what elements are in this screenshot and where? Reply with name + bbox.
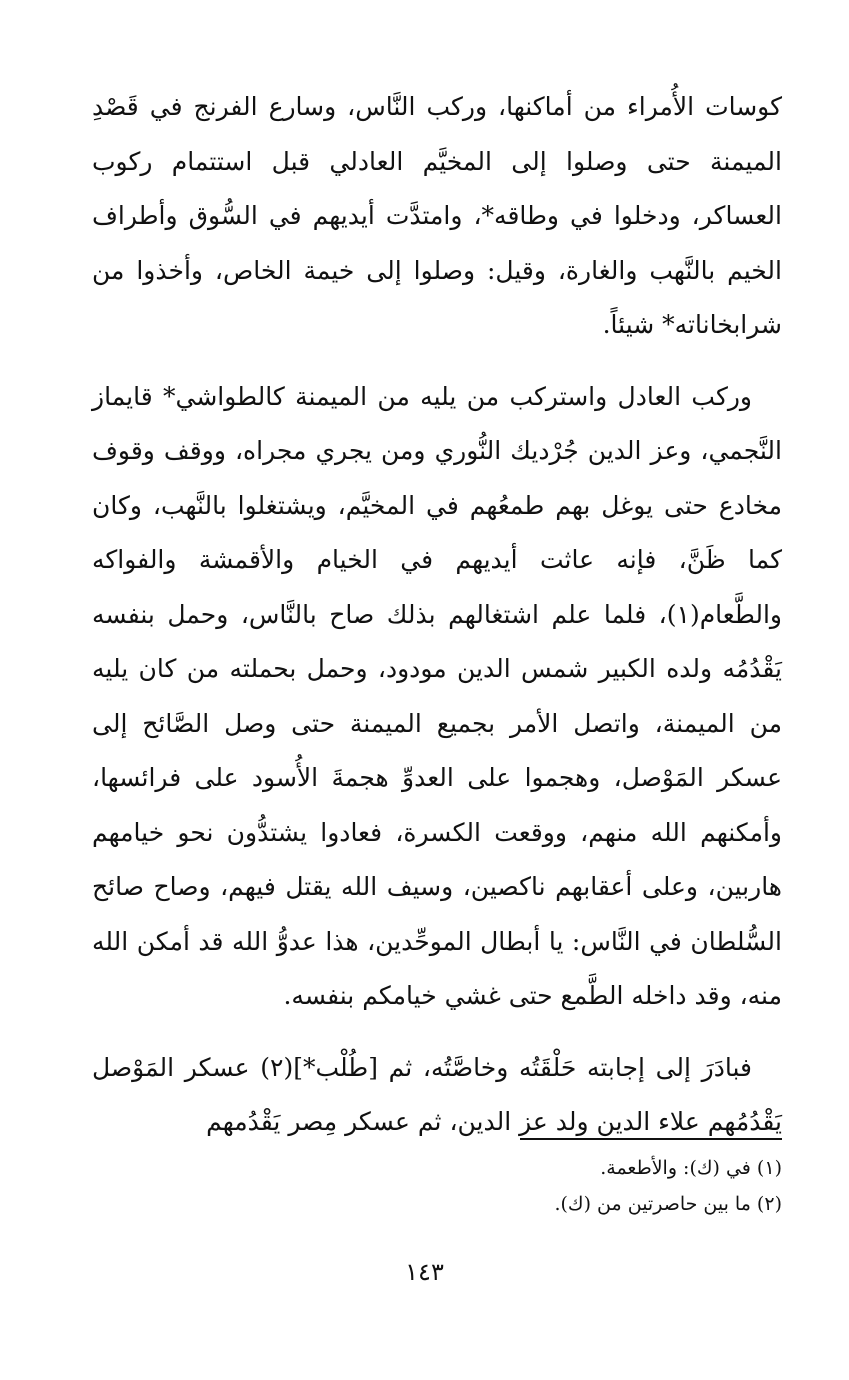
paragraph-1: كوسات الأُمراء من أماكنها، وركب النَّاس، وسارع الفرنج في قَصْدِ الميمنة حتى وصلوا إلى المخيَّم العادلي قبل استتمام ركوب العساكر، ودخلوا في وطاقه*، وامتدَّت أيديهم في السُّوق وأطراف الخيم بالنَّهب والغارة، وقيل: وصلوا إلى خيمة الخاص، وأخذوا من شرابخاناته* شيئاً. (92, 92, 782, 339)
main-text (92, 80, 782, 1150)
footnote-1: (١) في (ك): والأطعمة. (600, 1157, 782, 1179)
paragraph-3: فبادَرَ إلى إجابته حَلْقَتُه وخاصَّتُه، ثم [طُلْب*](٢) عسكر المَوْصل يَقْدُمُهم علاء الدين ولد عز الدين، ثم عسكر مِصر يَقْدُمهم (92, 1052, 782, 1136)
footnote-separator (520, 1138, 782, 1140)
page-number: ١٤٣ (405, 1258, 444, 1286)
footnotes (92, 1150, 782, 1222)
footnote-2: (٢) ما بين حاصرتين من (ك). (554, 1193, 782, 1215)
paragraph-2: وركب العادل واستركب من يليه من الميمنة كالطواشي* قايماز النَّجمي، وعز الدين جُرْديك النُّوري ومن يجري مجراه، ووقف وقوف مخادع حتى يوغل بهم طمعُهم في المخيَّم، ويشتغلوا بالنَّهب، وكان كما ظَنَّ، فإنه عاثت أيديهم في الخيام والأقمشة والفواكه والطَّعام(١)، فلما علم اشتغالهم بذلك صاح بالنَّاس، وحمل بنفسه يَقْدُمُه ولده الكبير شمس الدين مودود، وحمل بحملته من كان يليه من الميمنة، واتصل الأمر بجميع الميمنة حتى وصل الصَّائح إلى عسكر المَوْصل، وهجموا على العدوِّ هجمةَ الأُسود على فرائسها، وأمكنهم الله منهم، ووقعت الكسرة، فعادوا يشتدُّون نحو خيامهم هاربين، وعلى أعقابهم ناكصين، وسيف الله يقتل فيهم، وصاح صائح السُّلطان في النَّاس: يا أبطال الموحِّدين، هذا عدوُّ الله قد أمكن الله منه، وقد داخله الطَّمع حتى غشي خيامكم بنفسه. (92, 381, 782, 1010)
